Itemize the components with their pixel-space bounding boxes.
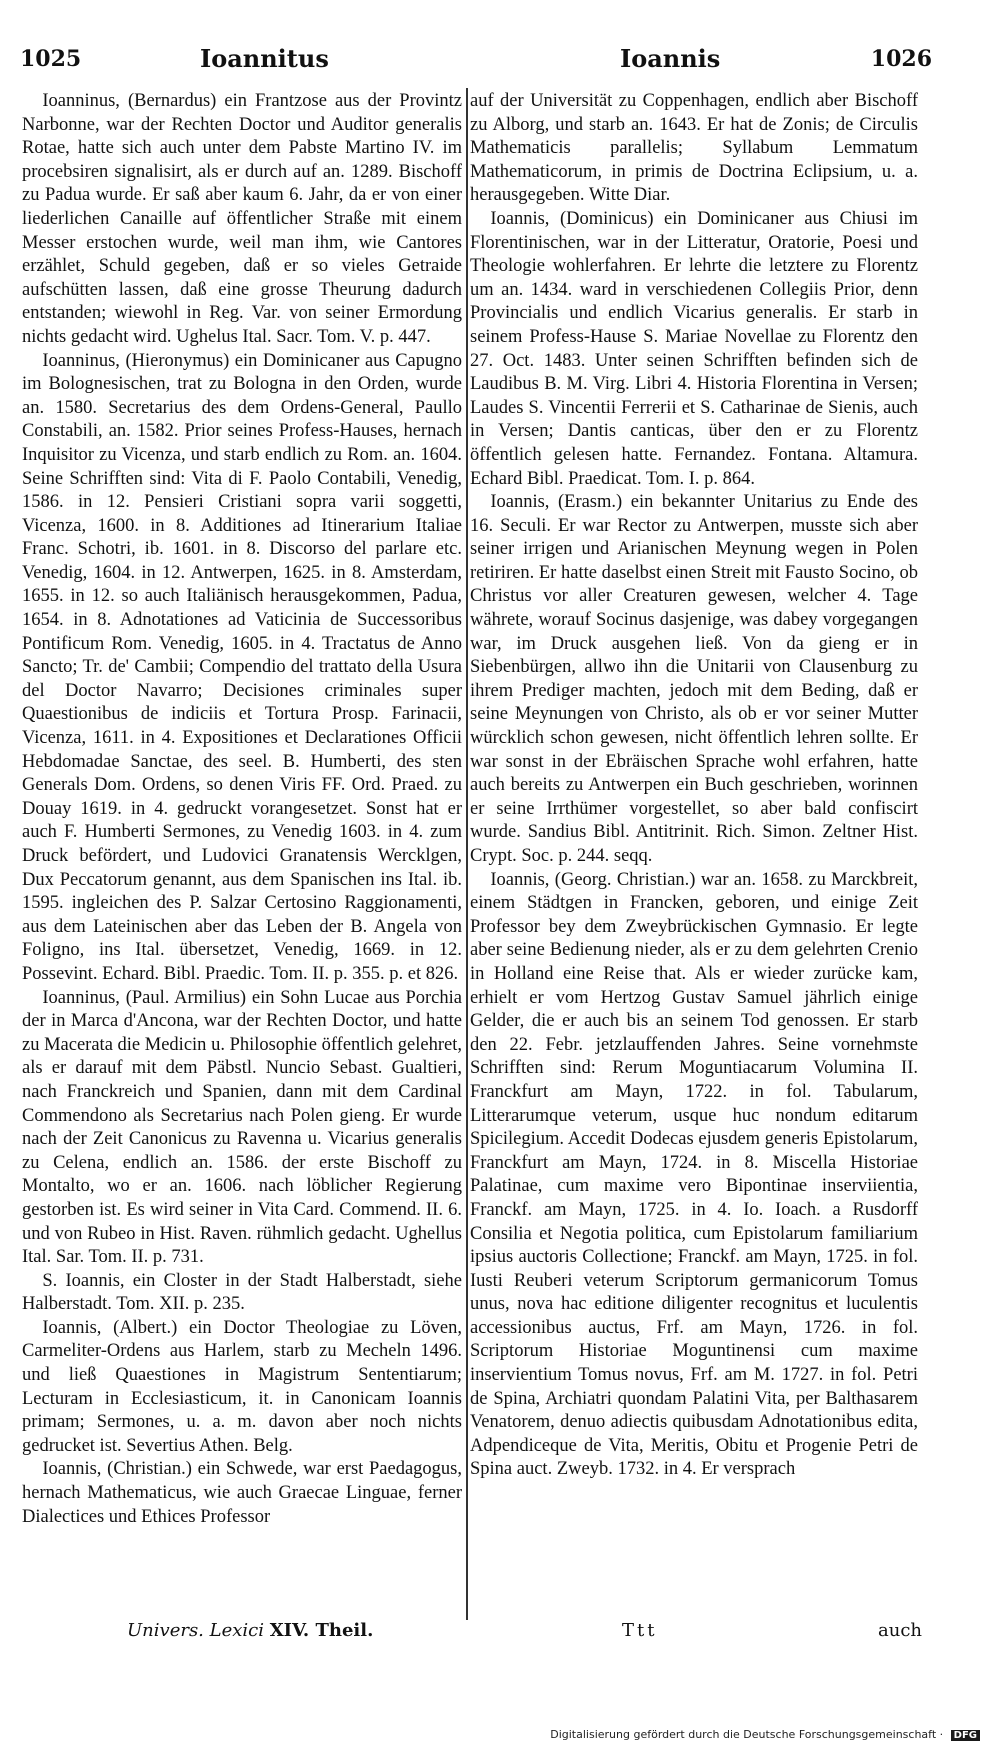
entry-continuation: auf der Universität zu Coppenhagen, endlich aber Bischoff zu Alborg, und starb an. 1643. Er hat de Zonis; de Circulis Mathematicis parallelis; Syllabum Lemmatum Mathematicorum, in primis de Doctrina Eclipsium, u. a. herausgegeben. Witte Diar. <box>470 91 918 206</box>
entry: Ioannis, (Albert.) ein Doctor Theologiae zu Löven, Carmeliter-Ordens aus Harlem, starb zu Mecheln 1496. und ließ Quaestiones in Magistrum Sententiarum; Lecturam in Ecclesiasticum, it. in Canonicam Ioannis primam; Sermones, u. a. m. davon aber noch nichts gedrucket ist. Severtius Athen. Belg. <box>22 1317 462 1456</box>
headword-left: Ioannitus <box>200 44 329 73</box>
right-column <box>470 90 918 1620</box>
headword-right: Ioannis <box>620 44 721 73</box>
catchword: auch <box>878 1620 922 1641</box>
entry: Ioannis, (Erasm.) ein bekannter Unitarius zu Ende des 16. Seculi. Er war Rector zu Antwerpen, musste sich aber seiner irrigen und Arianischen Meynung wegen in Polen retiriren. Er hatte daselbst einen Streit mit Fausto Socino, ob Christus vor aller Creaturen gewesen, welcher 4. Tage währete, worauf Socinus dasjenige, was dabey vorgegangen war, im Druck ausgehen ließ. Von da gieng er in Siebenbürgen, allwo ihn die Unitarii von Clausenburg zu ihrem Prediger machten, jedoch mit dem Beding, daß er seine Meynungen von Christo, als ob er vor seiner Mutter würcklich schon gewesen, nicht öffentlich lehren sollte. Er war sonst in der Ebräischen Sprache wohl erfahren, hatte auch bereits zu Antwerpen ein Buch geschrieben, worinnen er seine Irrthümer vorgestellet, so aber bald confiscirt wurde. Sandius Bibl. Antitrinit. Rich. Simon. Zeltner Hist. Crypt. Soc. p. 244. seqq. <box>470 492 918 866</box>
entry: Ioannis, (Christian.) ein Schwede, war erst Paedagogus, hernach Mathematicus, wie auch Graecae Linguae, ferner Dialectices und Ethices Professor <box>22 1459 462 1527</box>
entry: Ioanninus, (Paul. Armilius) ein Sohn Lucae aus Porchia der in Marca d'Ancona, war der Rechten Doctor, und hatte zu Macerata die Medicin u. Philosophie öffentlich gelehret, als er darauf mit dem Päbstl. Nuncio Sebast. Gualtieri, nach Franckreich und Spanien, dann mit dem Cardinal Commendono als Secretarius nach Polen gieng. Er wurde nach der Zeit Canonicus zu Ravenna u. Vicarius generalis zu Celena, endlich an. 1586. der erste Bischoff zu Montalto, wo er an. 1606. nach löblicher Regierung gestorben ist. Es wird seiner in Vita Card. Commend. II. 6. und von Rubeo in Hist. Raven. rühmlich gedacht. Ughellus Ital. Sar. Tom. II. p. 731. <box>22 987 462 1268</box>
entry: Ioannis, (Dominicus) ein Dominicaner aus Chiusi im Florentinischen, war in der Litteratur, Oratorie, Poesi und Theologie wohlerfahren. Er lehrte die letztere zu Florentz um an. 1434. ward in verschiedenen Collegiis Prior, denn Provincialis und endlich Vicarius generalis. Er starb in seinem Profess-Hause S. Mariae Novellae zu Florentz den 27. Oct. 1483. Unter seinen Schrifften befinden sich de Laudibus B. M. Virg. Libri 4. Historia Florentina in Versen; Laudes S. Vincentii Ferrerii et S. Catharinae de Sienis, auch in Versen; Dantis canticas, über den er zu Florentz öffentlich gelesen hatte. Fernandez. Fontana. Altamura. Echard Bibl. Praedicat. Tom. I. p. 864. <box>470 208 918 489</box>
column-divider <box>466 88 468 1620</box>
digitization-credit <box>550 1728 980 1741</box>
entry: Ioannis, (Georg. Christian.) war an. 1658. zu Marckbreit, einem Städtgen in Francken, geboren, und einige Zeit Professor bey dem Zweybrückischen Gymnasio. Er legte aber seine Bedienung nieder, als er zu dem gelehrten Crenio in Holland eine Reise that. Als er wieder zurücke kam, erhielt er vom Hertzog Gustav Samuel jährlich einige Gelder, die er auch bis an seinem Tod genossen. Er starb den 22. Febr. jetzlauffenden Jahres. Seine vornehmste Schrifften sind: Rerum Moguntiacarum Volumina II. Franckfurt am Mayn, 1722. in fol. Tabularum, Litterarumque veterum, usque huc nondum editarum Spicilegium. Accedit Dodecas ejusdem generis Epistolarum, Franckfurt am Mayn, 1724. in 8. Miscella Historiae Palatinae, cum maxime vero Bipontinae inserviientia, Franckf. am Mayn, 1725. in 4. Io. Ioach. a Rusdorff Consilia et Negotia politica, cum Epistolarum familiarium ipsius auctoris Collectione; Franckf. am Mayn, 1725. in fol. Iusti Reuberi veterum Scriptorum germanicorum Tomus unus, nova hac editione diligenter recognitus et luculentis accessionibus auctus, Frf. am Mayn, 1726. in fol. Scriptorum Historiae Moguntinensi cum maxime inservientium Tomus novus, Frf. am M. 1727. in fol. Petri de Spina, Archiatri quondam Palatini Vita, per Balthasarem Venatorem, denuo adiectis quibusdam Adnotationibus edita, Adpendiceque de Vita, Meritis, Obitu et Progenie Petri de Spina auct. Zweyb. 1732. in 4. Er versprach <box>470 869 918 1480</box>
leaf-signature-mark: Ttt <box>622 1620 658 1641</box>
entry: Ioanninus, (Hieronymus) ein Dominicaner aus Capugno im Bolognesischen, trat zu Bologna in den Orden, wurde an. 1580. Secretarius des dem Ordens-General, Paullo Constabili, an. 1582. Prior seines Profess-Hauses, hernach Inquisitor zu Vicenza, und starb endlich zu Rom. an. 1604. Seine Schrifften sind: Vita di F. Paolo Contabili, Venedig, 1586. in 12. Pensieri Cristiani sopra varii soggetti, Vicenza, 1600. in 8. Additiones ad Itinerarium Italiae Franc. Schotri, ib. 1601. in 8. Discorso del parlare etc. Venedig, 1604. in 12. Antwerpen, 1625. in 8. Amsterdam, 1655. in 12. so auch Italiänisch herausgekommen, Padua, 1654. in 8. Adnotationes ad Vaticinia de Successoribus Pontificum Rom. Venedig, 1605. in 4. Tractatus de Anno Sancto; Tr. de' Cambii; Compendio del trattato della Usura del Doctor Navarro; Decisiones criminales super Quaestionibus de indiciis et Tortura Prosp. Farinacii, Vicenza, 1611. in 4. Expositiones et Declarationes Officii Hebdomadae Sanctae, des seel. B. Humberti, des sten Generals Dom. Ordens, so denen Viris FF. Ord. Praed. zu Douay 1619. in 4. gedruckt vorangesetzet. Sonst hat er auch F. Humberti Sermones, zu Venedig 1603. in 4. zum Druck befördert, und Ludovici Granatensis Wercklgen, Dux Peccatorum genannt, aus dem Spanischen ins Ital. ib. 1595. ingleichen des P. Salzar Certosino Raggionamenti, aus dem Lateinischen aber das Leben der B. Angela von Foligno, ins Ital. übersetzet, Venedig, 1669. in 12. Possevint. Echard. Bibl. Praedic. Tom. II. p. 355. p. et 826. <box>22 350 462 984</box>
entry: Ioanninus, (Bernardus) ein Frantzose aus der Provintz Narbonne, war der Rechten Doctor und Auditor generalis Rotae, hatte sich auch unter dem Pabste Martino IV. im procebsiren signalisirt, als er durch auf an. 1289. Bischoff zu Padua wurde. Er saß aber kaum 6. Jahr, da er von einer liederlichen Canaille auf öffentlicher Straße mit einem Messer erstochen wurde, weil man ihm, wie Cantores erzählet, Schuld gegeben, daß er so vieles Getraide aufschütten lassen, daß eine grosse Theurung dadurch entstanden; wiewohl in Reg. Var. von seiner Ermordung nichts gedacht wird. Ughelus Ital. Sacr. Tom. V. p. 447. <box>22 91 462 347</box>
dfg-logo: DFG <box>951 1730 980 1741</box>
page-number-right: 1026 <box>870 46 932 72</box>
signature-line <box>127 1620 373 1641</box>
signature-volume: XIV. Theil. <box>269 1620 374 1641</box>
running-header <box>20 40 932 80</box>
left-column <box>22 90 462 1620</box>
page-footer <box>22 1620 922 1650</box>
page-number-left: 1025 <box>20 46 82 72</box>
signature-title: Univers. Lexici <box>127 1620 264 1641</box>
entry: S. Ioannis, ein Closter in der Stadt Halberstadt, siehe Halberstadt. Tom. XII. p. 235. <box>22 1270 462 1315</box>
credit-text: Digitalisierung gefördert durch die Deutsche Forschungsgemeinschaft · <box>550 1728 944 1741</box>
